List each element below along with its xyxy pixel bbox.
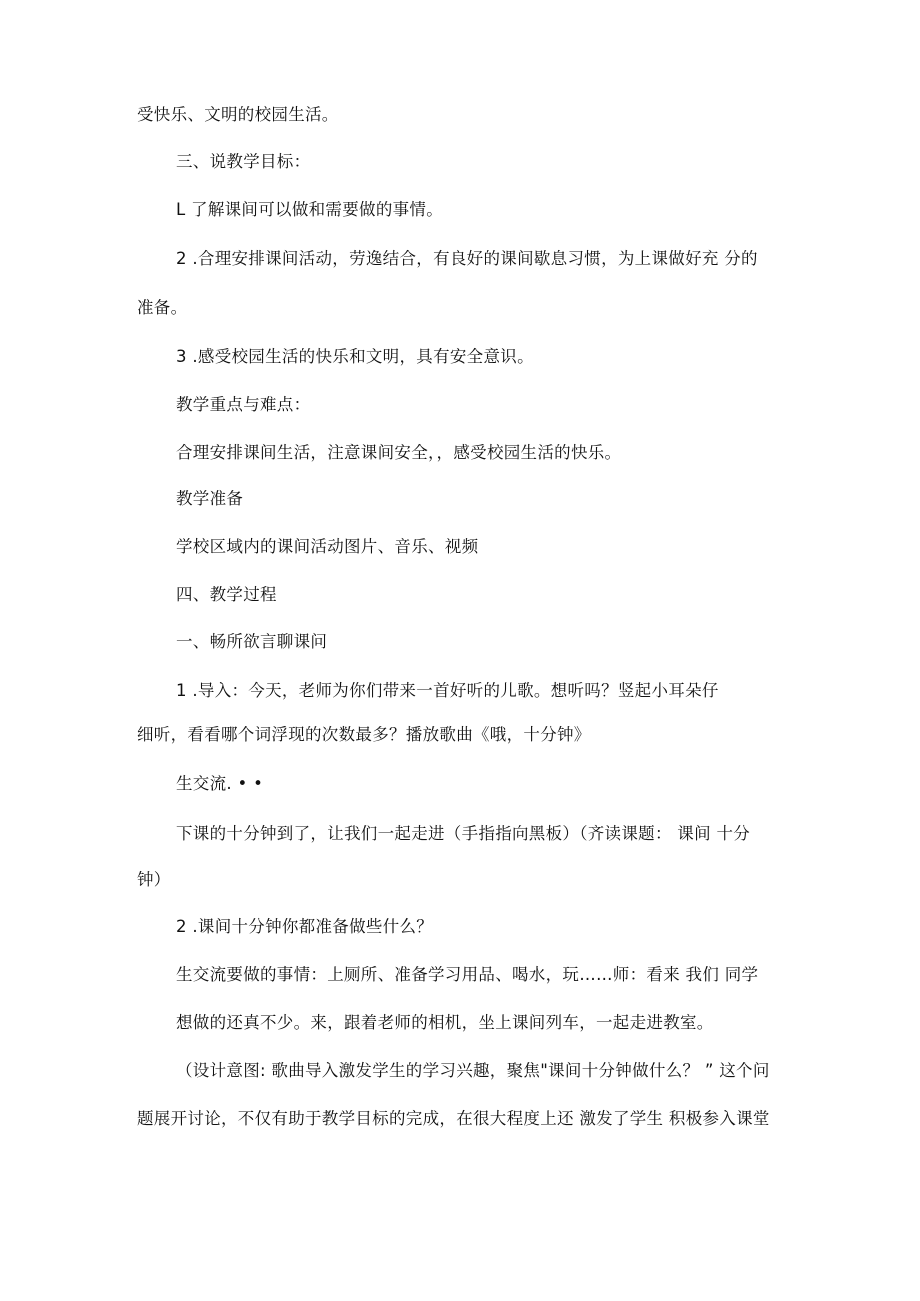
- subheading-chat: 一、畅所欲言聊课问: [176, 632, 328, 651]
- goal-item-1: L 了解课间可以做和需要做的事情。: [176, 200, 444, 219]
- student-exchange: 生交流. • •: [176, 774, 264, 793]
- preparation-text: 学校区域内的课间活动图片、音乐、视频: [176, 537, 479, 556]
- design-intent: （设计意图: 歌曲导入激发学生的学习兴趣，聚焦"课间十分钟做什么？ ” 这个问: [176, 1061, 770, 1080]
- class-break-text: 下课的十分钟到了，让我们一起走进（手指指向黑板）（齐读课题： 课间 十分: [176, 824, 751, 843]
- step-2-question: 2 .课间十分钟你都准备做些什么？: [176, 917, 434, 936]
- goal-item-2: 2 .合理安排课间活动，劳逸结合，有良好的课间歇息习惯，为上课做好充 分的: [176, 249, 758, 268]
- student-exchange-2-continuation: 想做的还真不少。来，跟着老师的相机，坐上课间列车，一起走进教室。: [176, 1013, 714, 1032]
- heading-preparation: 教学准备: [176, 489, 244, 508]
- goal-item-2-continuation: 准备。: [137, 298, 188, 317]
- goal-item-3: 3 .感受校园生活的快乐和文明，具有安全意识。: [176, 347, 534, 366]
- student-exchange-2: 生交流要做的事情：上厕所、准备学习用品、喝水，玩……师：看来 我们 同学: [176, 965, 759, 984]
- step-1-continuation: 细听，看看哪个词浮现的次数最多？播放歌曲《哦，十分钟》: [137, 725, 591, 744]
- section-heading-teaching-goals: 三、说教学目标：: [176, 152, 311, 171]
- class-break-continuation: 钟）: [137, 870, 171, 889]
- text-line-continuation: 受快乐、文明的校园生活。: [137, 105, 339, 124]
- section-heading-process: 四、教学过程: [176, 585, 277, 604]
- heading-key-points: 教学重点与难点：: [176, 395, 311, 414]
- design-intent-continuation: 题展开讨论，不仅有助于教学目标的完成，在很大程度上还 激发了学生 积极参入课堂: [137, 1109, 770, 1128]
- key-points-text: 合理安排课间生活，注意课间安全，，感受校园生活的快乐。: [176, 443, 622, 462]
- step-1-intro: 1 .导入：今天，老师为你们带来一首好听的儿歌。想听吗？竖起小耳朵仔: [176, 681, 719, 700]
